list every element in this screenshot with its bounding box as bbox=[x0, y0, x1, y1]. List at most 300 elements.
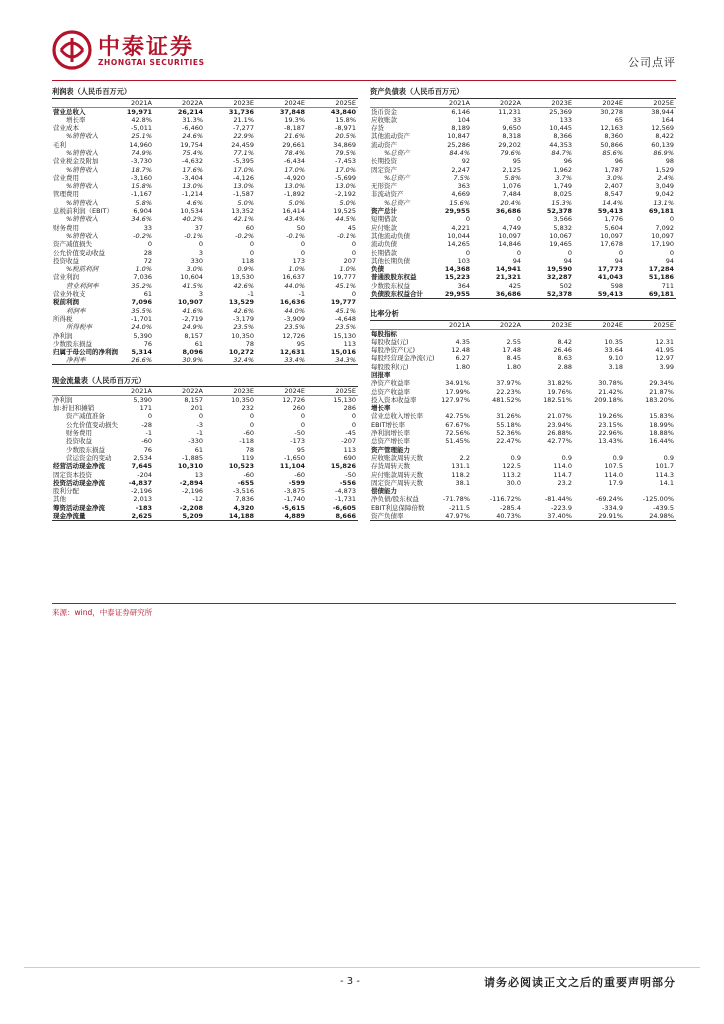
value-cell: 33.4% bbox=[256, 356, 307, 365]
balance-sheet-table bbox=[370, 87, 676, 299]
value-cell: 113 bbox=[343, 339, 356, 348]
value-cell: 0 bbox=[567, 248, 572, 257]
table-row bbox=[370, 257, 676, 265]
table-row bbox=[52, 446, 358, 454]
value-cell: 5,832 bbox=[553, 223, 572, 232]
row-label: 增长率 bbox=[66, 115, 86, 124]
row-label: 加:折旧和摊销 bbox=[53, 404, 95, 413]
value-cell: 16.44% bbox=[649, 437, 674, 446]
company-name-en: ZHONGTAI SECURITIES bbox=[98, 58, 205, 67]
value-cell: 78 bbox=[245, 445, 254, 454]
value-cell: 35.5% bbox=[131, 306, 152, 315]
value-cell: 14,846 bbox=[498, 240, 521, 249]
row-label: 少数股东损益 bbox=[66, 445, 105, 454]
value-cell: 502 bbox=[559, 281, 572, 290]
row-label: 营运资金的变动 bbox=[66, 453, 112, 462]
table-row bbox=[52, 182, 358, 190]
value-cell: 22.9% bbox=[233, 132, 254, 141]
value-cell: 47.97% bbox=[421, 512, 472, 521]
table-row bbox=[52, 141, 358, 149]
value-cell: 114.3 bbox=[655, 470, 674, 479]
value-cell: -5,395 bbox=[233, 157, 254, 166]
value-cell: 1,076 bbox=[502, 182, 521, 191]
table-row bbox=[52, 290, 358, 298]
value-cell: 13.0% bbox=[335, 182, 356, 191]
value-cell: -1,587 bbox=[233, 190, 254, 199]
value-cell: -3,875 bbox=[284, 487, 305, 496]
value-cell: 84.4% bbox=[449, 148, 470, 157]
value-cell: 15.8% bbox=[131, 182, 152, 191]
value-cell: 24.6% bbox=[182, 132, 203, 141]
value-cell: 0.9 bbox=[663, 453, 674, 462]
table-row bbox=[52, 479, 358, 487]
table-row bbox=[52, 412, 358, 420]
table-row bbox=[52, 421, 358, 429]
row-label: 应收账款 bbox=[371, 115, 397, 124]
row-label: 股利分配 bbox=[53, 487, 79, 496]
table-row bbox=[370, 149, 676, 157]
value-cell: 0 bbox=[669, 248, 674, 257]
row-label: 短期借款 bbox=[371, 215, 397, 224]
row-label: 流动负债 bbox=[371, 240, 397, 249]
value-cell: 22.23% bbox=[496, 387, 521, 396]
value-cell: 10,523 bbox=[228, 462, 254, 471]
value-cell: 29,955 bbox=[421, 290, 472, 299]
row-label: 现金净流量 bbox=[52, 512, 103, 521]
value-cell: 0 bbox=[351, 420, 356, 429]
value-cell: 22.96% bbox=[598, 429, 623, 438]
value-cell: 23.94% bbox=[547, 420, 572, 429]
row-label: 负债股东权益合计 bbox=[371, 289, 423, 298]
value-cell: 0 bbox=[300, 240, 305, 249]
value-cell: 2,125 bbox=[502, 165, 521, 174]
table-row bbox=[370, 157, 676, 165]
value-cell: 94 bbox=[665, 256, 674, 265]
value-cell: 3.99 bbox=[659, 362, 674, 371]
value-cell: 37 bbox=[194, 223, 203, 232]
income-statement-table bbox=[52, 87, 358, 365]
table-row bbox=[370, 387, 676, 395]
value-cell: 34,869 bbox=[333, 140, 356, 149]
value-cell: 94 bbox=[512, 256, 521, 265]
value-cell: 78 bbox=[245, 339, 254, 348]
value-cell: 0 bbox=[249, 412, 254, 421]
value-cell: 101.7 bbox=[655, 462, 674, 471]
value-cell: 42.77% bbox=[547, 437, 572, 446]
table-row bbox=[52, 454, 358, 462]
value-cell: 5.0% bbox=[339, 198, 356, 207]
row-label: 每股净资产(元) bbox=[371, 346, 416, 355]
row-label: 少数股东权益 bbox=[371, 281, 410, 290]
table-row bbox=[52, 273, 358, 281]
value-cell: 127.97% bbox=[441, 395, 470, 404]
table-row bbox=[370, 290, 676, 299]
value-cell: 425 bbox=[508, 281, 521, 290]
value-cell: 10,097 bbox=[498, 231, 521, 240]
row-label: 货币资金 bbox=[371, 107, 397, 116]
value-cell: 29,955 bbox=[444, 207, 470, 216]
row-label: 净利润 bbox=[53, 331, 73, 340]
value-cell: 2.88 bbox=[557, 362, 572, 371]
row-label: 营业利润率 bbox=[66, 281, 99, 290]
row-label: 筹资活动现金净流 bbox=[53, 503, 105, 512]
value-cell: 8,318 bbox=[502, 132, 521, 141]
value-cell: -8,187 bbox=[284, 124, 305, 133]
value-cell: 26.46 bbox=[553, 346, 572, 355]
value-cell: 3.0% bbox=[606, 173, 623, 182]
value-cell: 42.6% bbox=[233, 306, 254, 315]
value-cell: 14,941 bbox=[495, 265, 521, 274]
value-cell: 9,042 bbox=[655, 190, 674, 199]
value-cell: 17.48 bbox=[502, 346, 521, 355]
value-cell: 7,484 bbox=[502, 190, 521, 199]
value-cell bbox=[421, 487, 472, 495]
value-cell: -60 bbox=[243, 470, 254, 479]
value-cell: 59,413 bbox=[574, 290, 625, 299]
row-label: EBIT利息保障倍数 bbox=[371, 503, 425, 512]
value-cell: 25.1% bbox=[131, 132, 152, 141]
value-cell: 96 bbox=[563, 157, 572, 166]
value-cell: 10,534 bbox=[180, 207, 203, 216]
row-label: %销售收入 bbox=[66, 148, 99, 157]
value-cell: 18.7% bbox=[131, 165, 152, 174]
value-cell: -1 bbox=[247, 290, 254, 299]
value-cell: -28 bbox=[141, 420, 152, 429]
value-cell: 0.9 bbox=[510, 453, 521, 462]
year-header: 2024E bbox=[574, 320, 625, 329]
value-cell: 8,422 bbox=[655, 132, 674, 141]
row-label: 投资收益 bbox=[53, 256, 79, 265]
value-cell: -81.44% bbox=[544, 495, 572, 504]
value-cell bbox=[523, 487, 574, 495]
value-cell bbox=[421, 446, 472, 454]
row-label: 偿债能力 bbox=[371, 487, 397, 496]
value-cell: 29.34% bbox=[649, 379, 674, 388]
value-cell bbox=[523, 329, 574, 338]
row-label: 归属于母公司的净利润 bbox=[53, 348, 118, 357]
table-row bbox=[52, 149, 358, 157]
table-row bbox=[52, 124, 358, 132]
table-row bbox=[370, 207, 676, 215]
value-cell: 17.99% bbox=[445, 387, 470, 396]
value-cell: 171 bbox=[139, 404, 152, 413]
value-cell: 19,465 bbox=[549, 240, 572, 249]
value-cell bbox=[421, 329, 472, 338]
value-cell: 0 bbox=[249, 240, 254, 249]
data-source-note: 来源：wind，中泰证券研究所 bbox=[52, 608, 153, 617]
row-label: 每股股利(元) bbox=[371, 362, 409, 371]
value-cell: 55.18% bbox=[496, 420, 521, 429]
footer-divider bbox=[24, 967, 700, 968]
row-label: 流动资产 bbox=[371, 140, 397, 149]
value-cell: 19,754 bbox=[180, 140, 203, 149]
value-cell: 1,787 bbox=[604, 165, 623, 174]
value-cell: -1,885 bbox=[182, 453, 203, 462]
table-row bbox=[370, 504, 676, 512]
row-label: 应收账款周转天数 bbox=[371, 453, 423, 462]
value-cell: 36,686 bbox=[495, 207, 521, 216]
value-cell: 7,036 bbox=[133, 273, 152, 282]
value-cell: 79.6% bbox=[500, 148, 521, 157]
row-label: 经营活动现金净流 bbox=[53, 462, 105, 471]
value-cell: 65 bbox=[614, 115, 623, 124]
value-cell: 9.10 bbox=[608, 354, 623, 363]
value-cell: 3,566 bbox=[553, 215, 572, 224]
value-cell bbox=[625, 487, 676, 495]
value-cell: 23.5% bbox=[233, 323, 254, 332]
value-cell: 12,163 bbox=[600, 124, 623, 133]
table-row bbox=[370, 199, 676, 207]
header-blank-cell bbox=[52, 386, 103, 395]
value-cell: 12,569 bbox=[651, 124, 674, 133]
row-label: 资产减值准备 bbox=[66, 412, 105, 421]
value-cell bbox=[472, 371, 523, 379]
value-cell: 19.76% bbox=[547, 387, 572, 396]
value-cell: 0 bbox=[249, 248, 254, 257]
value-cell: 28 bbox=[143, 248, 152, 257]
value-cell: 0 bbox=[300, 420, 305, 429]
value-cell: 3.18 bbox=[608, 362, 623, 371]
value-cell: 18.99% bbox=[649, 420, 674, 429]
table-row bbox=[52, 495, 358, 503]
table-title: 现金流量表（人民币百万元） bbox=[52, 375, 358, 386]
value-cell: 0 bbox=[147, 412, 152, 421]
table-row bbox=[370, 215, 676, 223]
table-row bbox=[370, 132, 676, 140]
value-cell: 29.91% bbox=[574, 512, 625, 521]
value-cell: 19.26% bbox=[598, 412, 623, 421]
table-row bbox=[52, 224, 358, 232]
value-cell: -3,730 bbox=[131, 157, 152, 166]
value-cell: 77.1% bbox=[233, 148, 254, 157]
value-cell: 76 bbox=[143, 339, 152, 348]
value-cell: 0 bbox=[198, 240, 203, 249]
value-cell: -1,167 bbox=[131, 190, 152, 199]
value-cell: 13 bbox=[194, 470, 203, 479]
value-cell bbox=[421, 371, 472, 379]
value-cell: 10,310 bbox=[177, 462, 203, 471]
header-blank-cell bbox=[370, 320, 421, 329]
value-cell: 24.0% bbox=[131, 323, 152, 332]
table-row bbox=[52, 132, 358, 140]
table-row bbox=[370, 454, 676, 462]
row-label: 增长率 bbox=[371, 404, 391, 413]
value-cell: 0 bbox=[351, 240, 356, 249]
value-cell: 44.5% bbox=[335, 215, 356, 224]
value-cell: -3,179 bbox=[233, 314, 254, 323]
value-cell: 67.67% bbox=[445, 420, 470, 429]
year-header: 2022A bbox=[154, 386, 205, 395]
table-row bbox=[52, 232, 358, 240]
row-label: %总资产 bbox=[384, 173, 410, 182]
value-cell: 17.0% bbox=[335, 165, 356, 174]
value-cell: -7,277 bbox=[233, 124, 254, 133]
value-cell: -223.9 bbox=[551, 503, 572, 512]
header-blank-cell bbox=[52, 98, 103, 107]
table-row bbox=[370, 462, 676, 470]
row-label: 每股收益(元) bbox=[371, 337, 409, 346]
value-cell: -4,126 bbox=[233, 173, 254, 182]
value-cell: 8,189 bbox=[451, 124, 470, 133]
value-cell: 29,202 bbox=[498, 140, 521, 149]
row-label: 营业总收入 bbox=[53, 107, 86, 116]
value-cell: 12.48 bbox=[451, 346, 470, 355]
year-header: 2022A bbox=[154, 98, 205, 107]
value-cell: 76 bbox=[143, 445, 152, 454]
table-row bbox=[370, 107, 676, 116]
value-cell: -4,873 bbox=[335, 487, 356, 496]
value-cell: 232 bbox=[241, 404, 254, 413]
value-cell: -3,516 bbox=[233, 487, 254, 496]
row-label: 长期借款 bbox=[371, 248, 397, 257]
row-label: 税前利润 bbox=[53, 298, 79, 307]
value-cell: 26.6% bbox=[103, 356, 154, 365]
value-cell: 78.4% bbox=[284, 148, 305, 157]
value-cell: 3,049 bbox=[655, 182, 674, 191]
row-label: 长期投资 bbox=[371, 157, 397, 166]
value-cell: 21.42% bbox=[598, 387, 623, 396]
value-cell: 364 bbox=[457, 281, 470, 290]
value-cell: 8,360 bbox=[604, 132, 623, 141]
value-cell: 21,321 bbox=[495, 273, 521, 282]
value-cell: 0 bbox=[300, 412, 305, 421]
left-column bbox=[52, 87, 358, 521]
row-label: 其他流动负债 bbox=[371, 231, 410, 240]
value-cell: 59,413 bbox=[597, 207, 623, 216]
value-cell: 2.55 bbox=[506, 337, 521, 346]
value-cell: 21.07% bbox=[547, 412, 572, 421]
table-row bbox=[370, 371, 676, 379]
value-cell: 79.5% bbox=[335, 148, 356, 157]
value-cell: 2,247 bbox=[451, 165, 470, 174]
value-cell: -439.5 bbox=[653, 503, 674, 512]
page-header bbox=[52, 28, 676, 78]
row-label: 营业总收入增长率 bbox=[371, 412, 423, 421]
value-cell: 19,525 bbox=[333, 207, 356, 216]
table-row bbox=[52, 107, 358, 116]
year-header: 2022A bbox=[472, 98, 523, 107]
value-cell: 0 bbox=[198, 412, 203, 421]
value-cell: 173 bbox=[292, 256, 305, 265]
value-cell: 0 bbox=[351, 290, 356, 299]
year-header: 2024E bbox=[574, 98, 625, 107]
value-cell: 42.8% bbox=[131, 115, 152, 124]
value-cell: 107.5 bbox=[604, 462, 623, 471]
row-label: 资产总计 bbox=[371, 207, 397, 216]
value-cell: -4,920 bbox=[284, 173, 305, 182]
table-row bbox=[52, 248, 358, 256]
column-header-row bbox=[52, 386, 358, 395]
value-cell: 10,350 bbox=[231, 331, 254, 340]
row-label: 每股指标 bbox=[371, 329, 397, 338]
value-cell: 0 bbox=[147, 240, 152, 249]
value-cell: 42.6% bbox=[233, 281, 254, 290]
table-row bbox=[370, 116, 676, 124]
value-cell: -183 bbox=[135, 503, 152, 512]
value-cell: 3.7% bbox=[555, 173, 572, 182]
year-header: 2022A bbox=[472, 320, 523, 329]
value-cell: 40.2% bbox=[182, 215, 203, 224]
value-cell: -5,699 bbox=[335, 173, 356, 182]
row-label: 所得税 bbox=[53, 314, 73, 323]
value-cell: 133 bbox=[559, 115, 572, 124]
value-cell: 10,907 bbox=[177, 298, 203, 307]
value-cell: 34.91% bbox=[445, 379, 470, 388]
row-label: 其他 bbox=[53, 495, 66, 504]
value-cell: 15.6% bbox=[449, 198, 470, 207]
value-cell: 14,960 bbox=[129, 140, 152, 149]
table-row bbox=[370, 248, 676, 256]
row-label: %销售收入 bbox=[66, 132, 99, 141]
value-cell: 15,130 bbox=[333, 395, 356, 404]
value-cell bbox=[472, 446, 523, 454]
value-cell: 19,590 bbox=[546, 265, 572, 274]
value-cell: -7,453 bbox=[335, 157, 356, 166]
value-cell: 13.0% bbox=[284, 182, 305, 191]
value-cell: 52,378 bbox=[523, 290, 574, 299]
value-cell: 25,286 bbox=[447, 140, 470, 149]
value-cell: 6.27 bbox=[455, 354, 470, 363]
table-row bbox=[370, 396, 676, 404]
value-cell: 98 bbox=[665, 157, 674, 166]
value-cell: 0.9 bbox=[561, 453, 572, 462]
value-cell: -5,011 bbox=[131, 124, 152, 133]
value-cell: -2,719 bbox=[182, 314, 203, 323]
value-cell bbox=[574, 446, 625, 454]
value-cell: 11,231 bbox=[498, 107, 521, 116]
value-cell: 2.2 bbox=[459, 453, 470, 462]
value-cell: 11,104 bbox=[279, 462, 305, 471]
value-cell: 13,529 bbox=[228, 298, 254, 307]
value-cell: -1,740 bbox=[284, 495, 305, 504]
value-cell: -3,909 bbox=[284, 314, 305, 323]
value-cell: 9,650 bbox=[502, 124, 521, 133]
value-cell: 44.0% bbox=[284, 281, 305, 290]
value-cell: 183.20% bbox=[645, 395, 674, 404]
value-cell: 14,265 bbox=[447, 240, 470, 249]
value-cell: 5,314 bbox=[131, 348, 152, 357]
value-cell: 711 bbox=[661, 281, 674, 290]
row-label: 其他长期负债 bbox=[371, 256, 410, 265]
value-cell: 6,146 bbox=[451, 107, 470, 116]
value-cell: 24.9% bbox=[182, 323, 203, 332]
header-blank-cell bbox=[370, 98, 421, 107]
value-cell: 13.1% bbox=[653, 198, 674, 207]
value-cell: 1.80 bbox=[506, 362, 521, 371]
value-cell: -655 bbox=[237, 478, 254, 487]
value-cell: 104 bbox=[457, 115, 470, 124]
row-label: 净负债/股东权益 bbox=[371, 495, 419, 504]
value-cell: 21.87% bbox=[649, 387, 674, 396]
value-cell: 16,636 bbox=[279, 298, 305, 307]
table-row bbox=[370, 479, 676, 487]
value-cell bbox=[574, 487, 625, 495]
value-cell: 10,604 bbox=[180, 273, 203, 282]
value-cell: 0 bbox=[669, 215, 674, 224]
table-row bbox=[52, 190, 358, 198]
value-cell: 31.3% bbox=[182, 115, 203, 124]
value-cell: 0 bbox=[351, 412, 356, 421]
value-cell: 4,669 bbox=[451, 190, 470, 199]
value-cell: 10,445 bbox=[549, 124, 572, 133]
value-cell: 37.97% bbox=[496, 379, 521, 388]
value-cell: 0 bbox=[516, 215, 521, 224]
value-cell: 13.0% bbox=[182, 182, 203, 191]
value-cell: 7.5% bbox=[453, 173, 470, 182]
value-cell: 95 bbox=[296, 445, 305, 454]
cashflow-statement-table bbox=[52, 375, 358, 521]
value-cell: 4,749 bbox=[502, 223, 521, 232]
